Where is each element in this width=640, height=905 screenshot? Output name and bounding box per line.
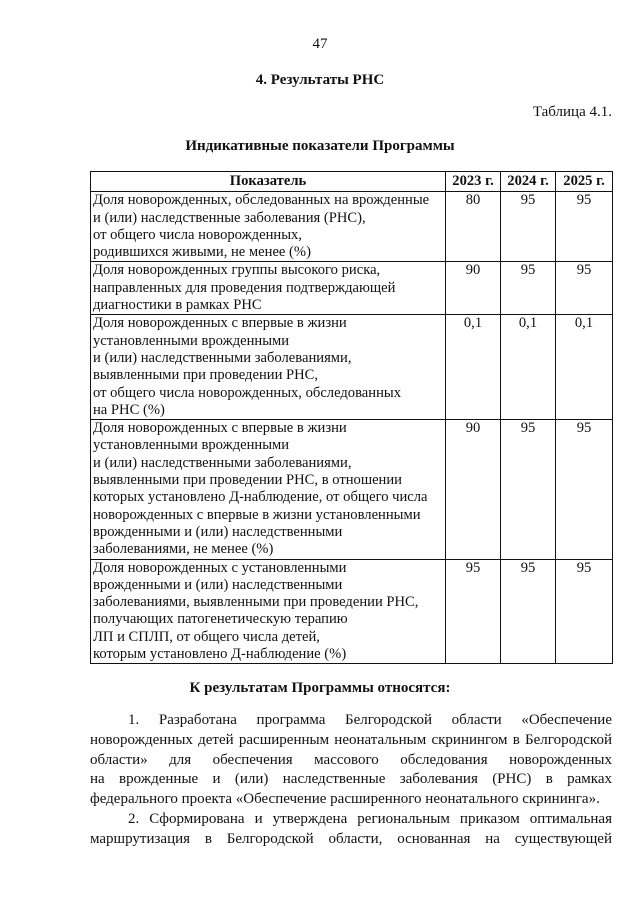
table-row xyxy=(91,420,613,559)
table-row xyxy=(91,192,613,262)
table-caption: Таблица 4.1. xyxy=(532,104,612,120)
indicator-line: которым установлено Д-наблюдение (%) xyxy=(93,646,347,663)
value-2025: 95 xyxy=(556,262,613,315)
indicator-line: заболеваниями, выявленными при проведении РНС, xyxy=(93,594,419,611)
paragraph-line: федерального проекта «Обеспечение расширенного неонатального скрининга». xyxy=(90,791,600,808)
results-heading: К результатам Программы относятся: xyxy=(189,680,451,696)
paragraph-line: 2. Сформирована и утверждена региональным приказом оптимальная xyxy=(128,810,612,827)
paragraph-line: новорожденных детей расширенным неонатальным скринингом в Белгородской xyxy=(90,731,612,748)
paragraph-line: маршрутизация в Белгородской области, основанная на существующей xyxy=(90,830,612,847)
table-header-row xyxy=(91,172,613,192)
indicator-line: на РНС (%) xyxy=(93,401,165,418)
value-2023: 90 xyxy=(446,420,501,559)
indicator-line: Доля новорожденных с впервые в жизни xyxy=(93,420,347,437)
indicator-line: ЛП и СПЛП, от общего числа детей, xyxy=(93,628,320,645)
value-2025: 95 xyxy=(556,420,613,559)
indicator-line: родившихся живыми, не менее (%) xyxy=(93,244,311,261)
table-title: Индикативные показатели Программы xyxy=(185,138,455,154)
paragraph-line: области» для обеспечения массового обследования новорожденных xyxy=(90,751,612,768)
indicators-table xyxy=(90,171,613,664)
indicator-line: направленных для проведения подтверждающей xyxy=(93,279,396,296)
indicator-line: заболеваниями, не менее (%) xyxy=(93,541,274,558)
table-row xyxy=(91,315,613,420)
header-2025: 2025 г. xyxy=(556,172,613,192)
indicator-line: которых установлено Д-наблюдение, от общего числа xyxy=(93,489,428,506)
results-body xyxy=(90,711,612,850)
value-2024: 95 xyxy=(501,262,556,315)
paragraph-line: 1. Разработана программа Белгородской области «Обеспечение xyxy=(128,712,612,728)
indicator-name-cell xyxy=(91,192,446,262)
indicator-line: выявленными при проведении РНС, в отношении xyxy=(93,472,402,489)
table-row xyxy=(91,559,613,664)
value-2023: 80 xyxy=(446,192,501,262)
indicator-line: врожденными и (или) наследственными xyxy=(93,576,343,593)
value-2025: 95 xyxy=(556,559,613,664)
value-2024: 0,1 xyxy=(501,315,556,420)
header-2024: 2024 г. xyxy=(501,172,556,192)
header-indicator: Показатель xyxy=(91,172,446,192)
indicator-line: получающих патогенетическую терапию xyxy=(93,611,348,628)
indicator-line: врожденными и (или) наследственными xyxy=(93,523,343,540)
indicator-name-cell xyxy=(91,559,446,664)
indicator-line: и (или) наследственные заболевания (РНС), xyxy=(93,209,366,226)
indicator-line: Доля новорожденных с установленными xyxy=(93,559,347,576)
indicator-line: от общего числа новорожденных, xyxy=(93,226,302,243)
table-row xyxy=(91,262,613,315)
indicator-line: установленными врожденными xyxy=(93,437,290,454)
value-2025: 0,1 xyxy=(556,315,613,420)
indicator-line: Доля новорожденных группы высокого риска, xyxy=(93,262,381,279)
indicator-line: установленными врожденными xyxy=(93,332,290,349)
paragraph-line: на врожденные и (или) наследственные заболевания (РНС) в рамках xyxy=(90,771,612,788)
indicator-line: Доля новорожденных, обследованных на врожденные xyxy=(93,192,430,209)
value-2023: 90 xyxy=(446,262,501,315)
indicator-line: и (или) наследственными заболеваниями, xyxy=(93,349,352,366)
header-2023: 2023 г. xyxy=(446,172,501,192)
page-number: 47 xyxy=(312,36,328,52)
indicator-line: выявленными при проведении РНС, xyxy=(93,367,319,384)
indicator-name-cell xyxy=(91,315,446,420)
indicator-name-cell xyxy=(91,262,446,315)
value-2024: 95 xyxy=(501,420,556,559)
indicator-line: диагностики в рамках РНС xyxy=(93,297,262,314)
value-2023: 95 xyxy=(446,559,501,664)
value-2025: 95 xyxy=(556,192,613,262)
indicator-line: новорожденных с впервые в жизни установленными xyxy=(93,506,421,523)
indicator-line: от общего числа новорожденных, обследованных xyxy=(93,384,401,401)
value-2023: 0,1 xyxy=(446,315,501,420)
indicator-line: и (или) наследственными заболеваниями, xyxy=(93,454,352,471)
indicator-name-cell xyxy=(91,420,446,559)
section-title: 4. Результаты РНС xyxy=(255,72,385,88)
value-2024: 95 xyxy=(501,559,556,664)
value-2024: 95 xyxy=(501,192,556,262)
indicator-line: Доля новорожденных с впервые в жизни xyxy=(93,315,347,332)
